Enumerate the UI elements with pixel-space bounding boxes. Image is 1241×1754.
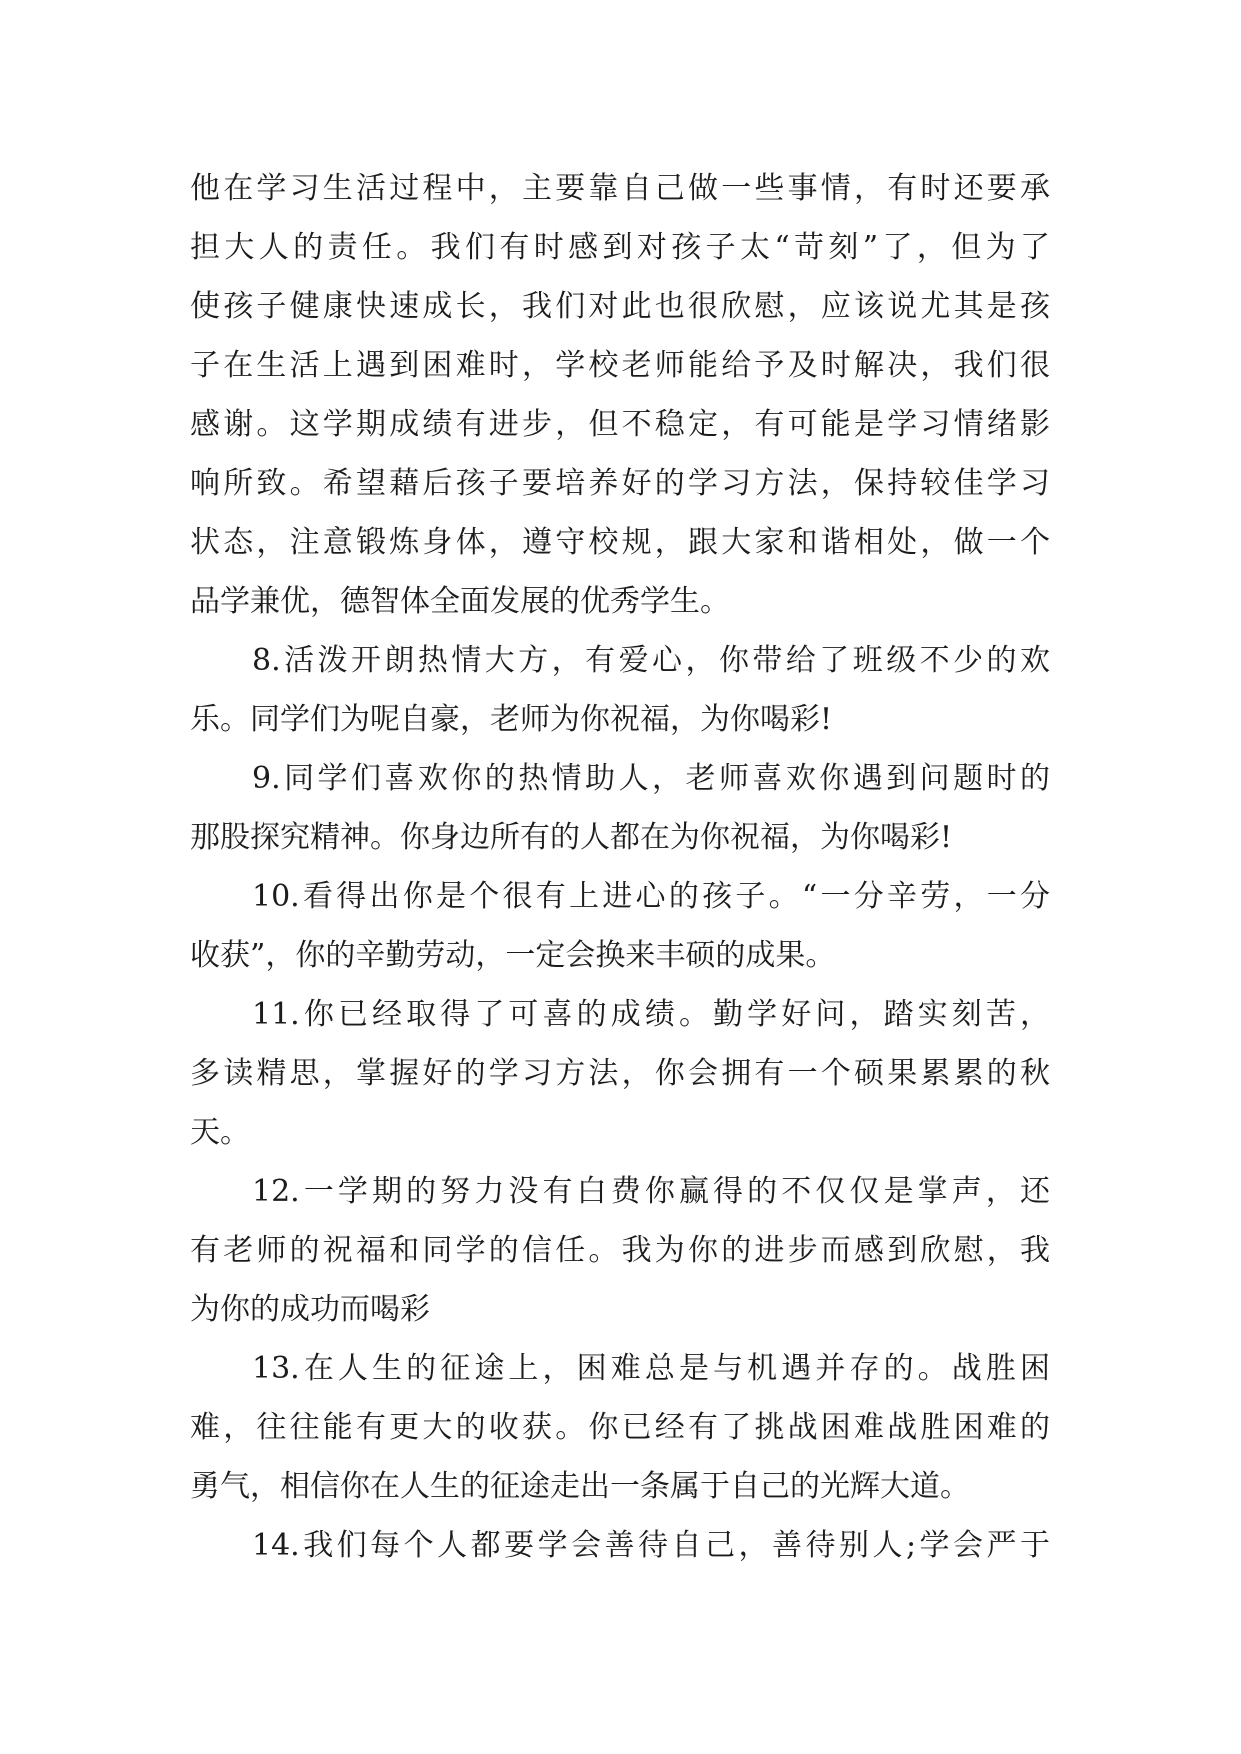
text-line: 子在生活上遇到困难时，学校老师能给予及时解决，我们很 <box>190 348 1050 383</box>
text-line: 11.你已经取得了可喜的成绩。勤学好问，踏实刻苦， <box>252 997 1050 1032</box>
paragraph-item-10 <box>190 867 1050 985</box>
paragraph-item-9 <box>190 749 1050 867</box>
text-line: 他在学习生活过程中，主要靠自己做一些事情，有时还要承 <box>190 171 1050 206</box>
paragraph-item-11 <box>190 985 1050 1162</box>
paragraph-item-12 <box>190 1162 1050 1339</box>
text-line: 有老师的祝福和同学的信任。我为你的进步而感到欣慰，我 <box>190 1233 1050 1268</box>
text-line: 8.活泼开朗热情大方，有爱心，你带给了班级不少的欢 <box>252 643 1050 678</box>
text-line: 品学兼优，德智体全面发展的优秀学生。 <box>190 584 730 619</box>
text-line: 多读精思，掌握好的学习方法，你会拥有一个硕果累累的秋 <box>190 1056 1050 1091</box>
paragraph-item-14 <box>190 1516 1050 1575</box>
text-line: 难，往往能有更大的收获。你已经有了挑战困难战胜困难的 <box>190 1410 1050 1445</box>
document-body <box>190 159 1050 1575</box>
text-line: 为你的成功而喝彩 <box>190 1292 430 1327</box>
text-line: 10.看得出你是个很有上进心的孩子。“一分辛劳，一分 <box>252 879 1050 914</box>
text-line: 感谢。这学期成绩有进步，但不稳定，有可能是学习情绪影 <box>190 407 1050 442</box>
text-line: 12.一学期的努力没有白费你赢得的不仅仅是掌声，还 <box>252 1174 1050 1209</box>
text-line: 状态，注意锻炼身体，遵守校规，跟大家和谐相处，做一个 <box>190 525 1050 560</box>
text-line: 勇气，相信你在人生的征途走出一条属于自己的光辉大道。 <box>190 1469 970 1504</box>
text-line: 担大人的责任。我们有时感到对孩子太“苛刻”了，但为了 <box>190 230 1050 265</box>
paragraph-parent-comment <box>190 159 1050 631</box>
text-line: 乐。同学们为呢自豪，老师为你祝福，为你喝彩! <box>190 702 833 737</box>
text-line: 14.我们每个人都要学会善待自己，善待别人;学会严于 <box>252 1528 1050 1563</box>
paragraph-item-8 <box>190 631 1050 749</box>
text-line: 收获”，你的辛勤劳动，一定会换来丰硕的成果。 <box>190 938 836 973</box>
text-line: 天。 <box>190 1115 250 1150</box>
text-line: 那股探究精神。你身边所有的人都在为你祝福，为你喝彩! <box>190 820 953 855</box>
text-line: 响所致。希望藉后孩子要培养好的学习方法，保持较佳学习 <box>190 466 1050 501</box>
text-line: 使孩子健康快速成长，我们对此也很欣慰，应该说尤其是孩 <box>190 289 1050 324</box>
text-line: 9.同学们喜欢你的热情助人，老师喜欢你遇到问题时的 <box>252 761 1050 796</box>
paragraph-item-13 <box>190 1339 1050 1516</box>
text-line: 13.在人生的征途上，困难总是与机遇并存的。战胜困 <box>252 1351 1050 1386</box>
